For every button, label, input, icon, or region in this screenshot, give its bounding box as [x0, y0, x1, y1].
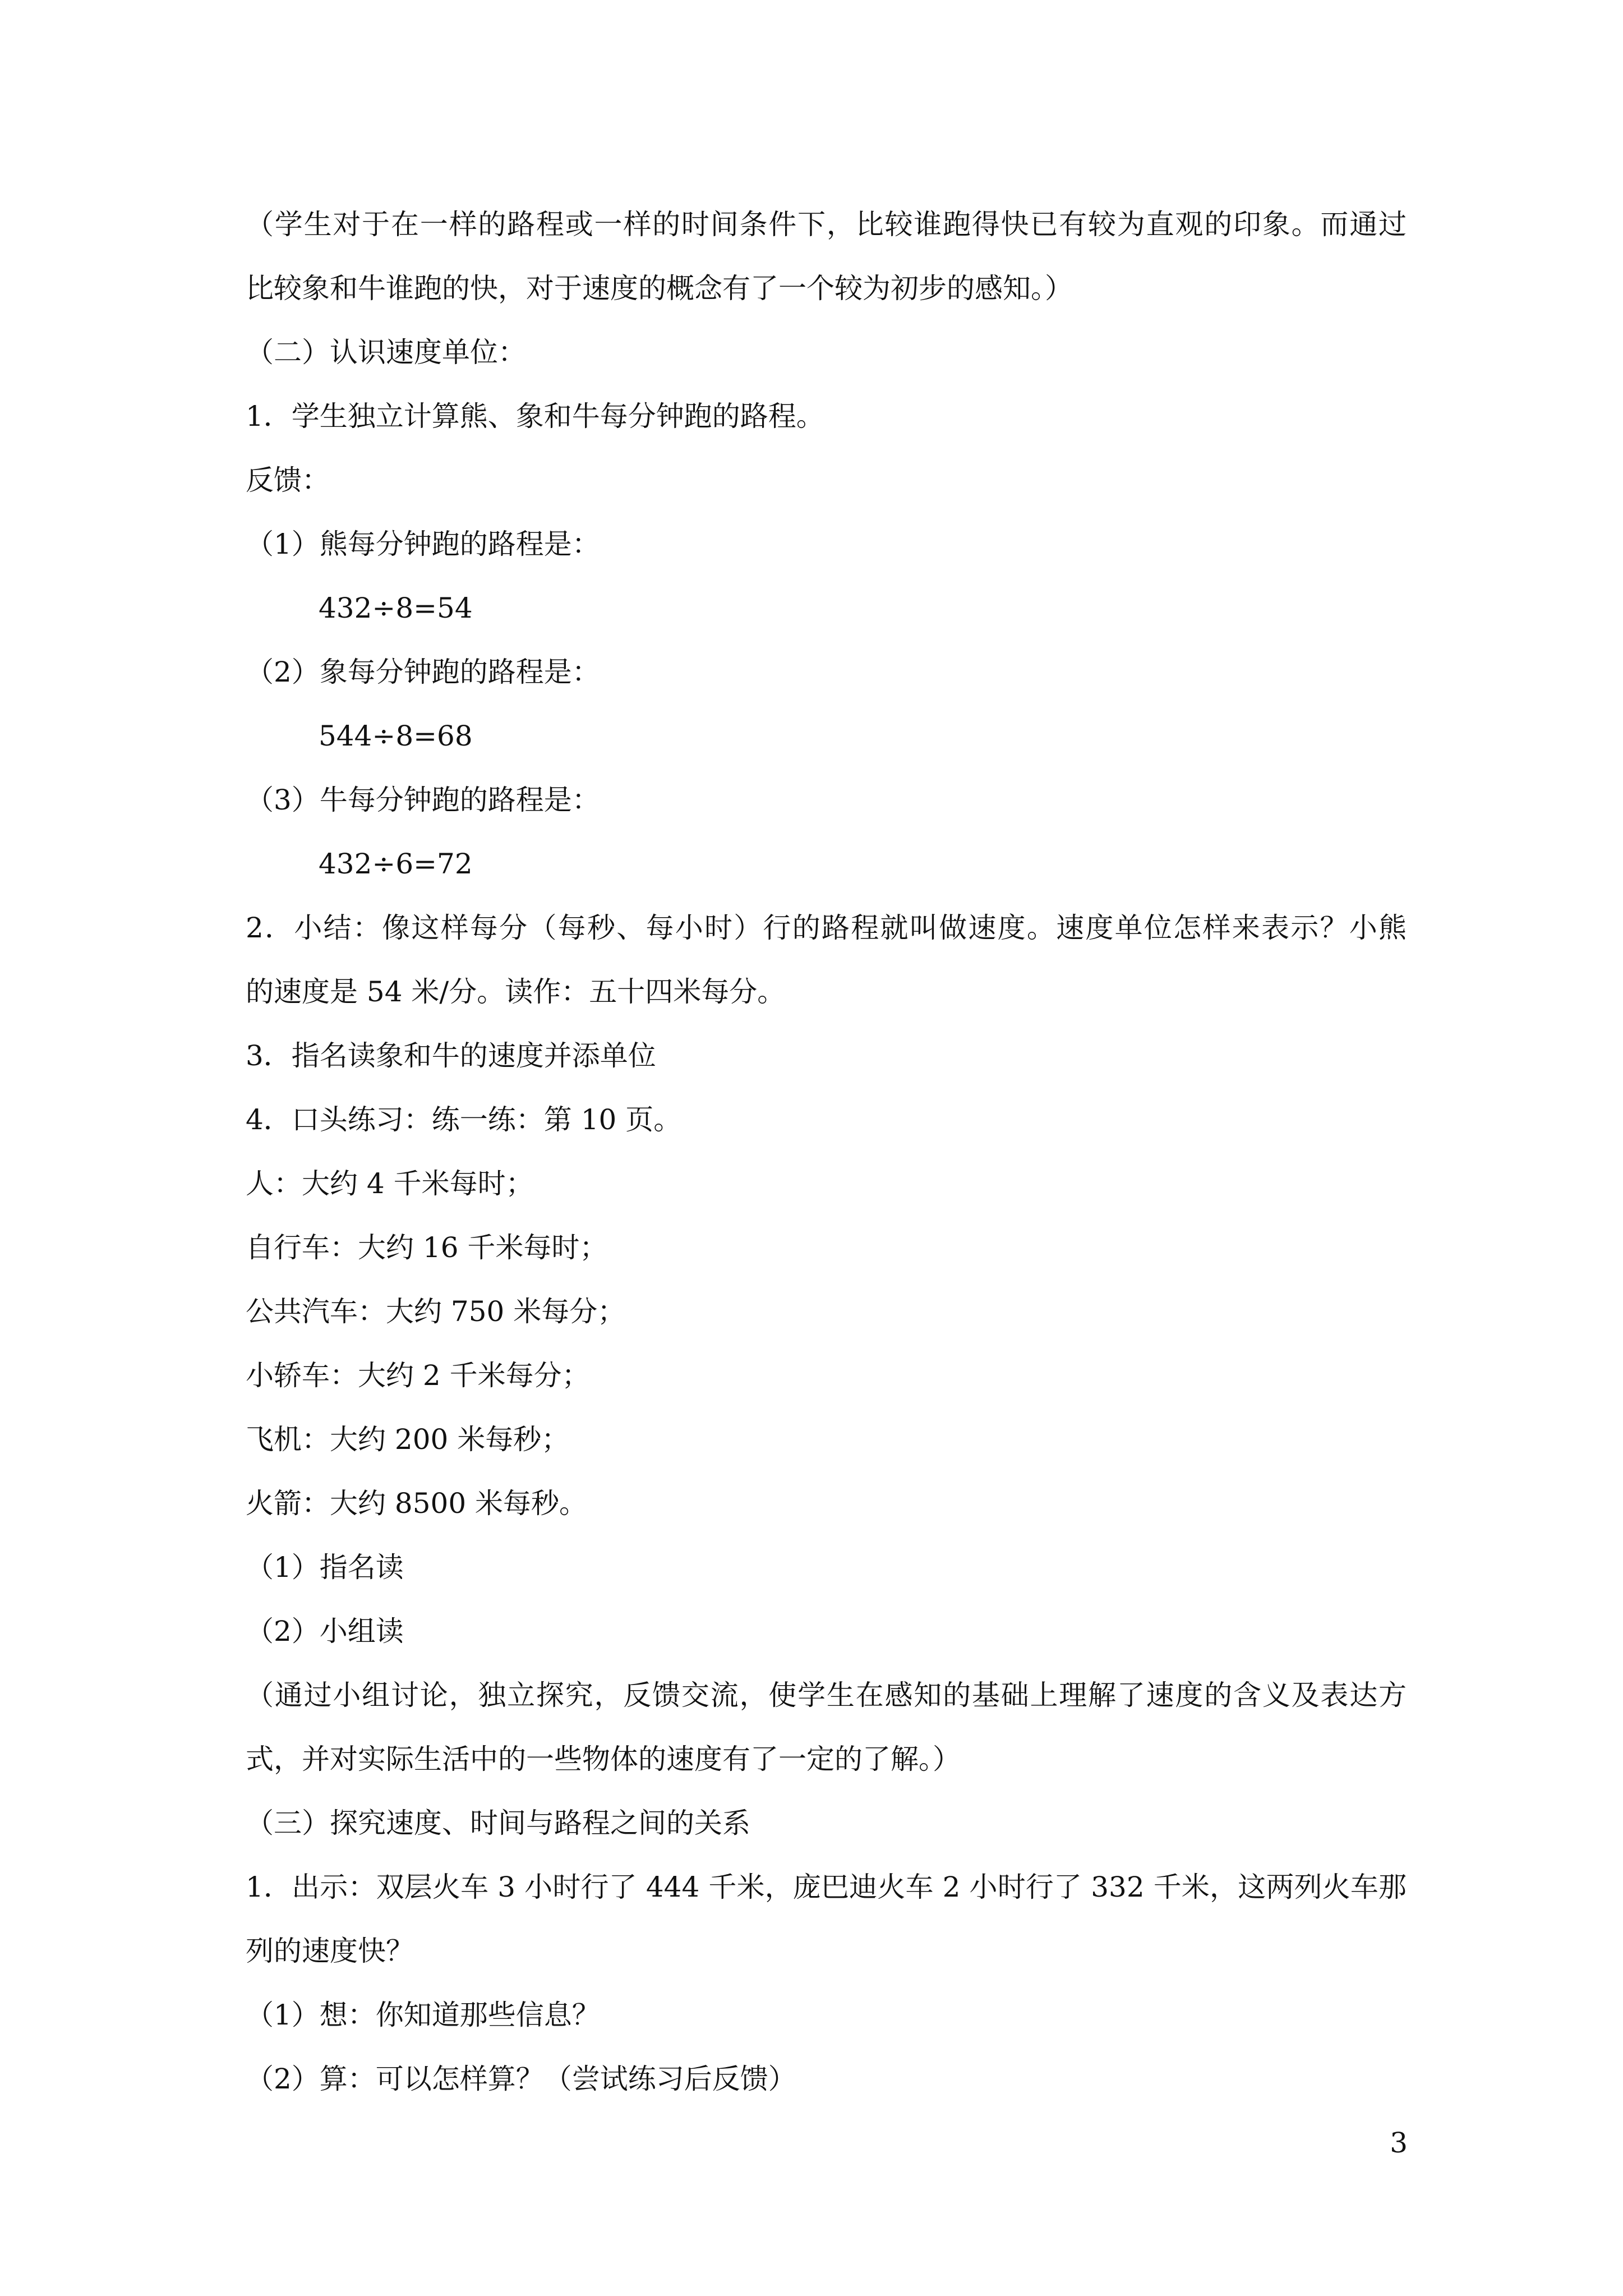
speed-example-line: 人：大约 4 千米每时； — [246, 1167, 534, 1200]
paragraph-line: 列的速度快？ — [246, 1935, 414, 1967]
page-number: 3 — [1390, 2127, 1408, 2159]
paragraph-line: （通过小组讨论，独立探究，反馈交流，使学生在感知的基础上理解了速度的含义及表达方 — [246, 1679, 1407, 1711]
paragraph-line: 反馈： — [246, 464, 330, 496]
list-item: （2）象每分钟跑的路程是： — [246, 656, 600, 688]
paragraph-line: 式，并对实际生活中的一些物体的速度有了一定的了解。） — [246, 1743, 961, 1775]
calculation-line: 432÷8=54 — [319, 592, 473, 624]
speed-example-line: 公共汽车：大约 750 米每分； — [246, 1295, 626, 1328]
paragraph-line: 的速度是 54 米/分。读作：五十四米每分。 — [246, 976, 786, 1008]
document-body — [246, 208, 1407, 2126]
list-item: （1）指名读 — [246, 1551, 404, 1584]
list-item: 3．指名读象和牛的速度并添单位 — [246, 1039, 656, 1072]
list-item: （1）想：你知道那些信息？ — [246, 1999, 600, 2031]
calculation-line: 432÷6=72 — [319, 848, 473, 880]
paragraph-line: 比较象和牛谁跑的快，对于速度的概念有了一个较为初步的感知。） — [246, 272, 1073, 305]
list-item: 1．出示：双层火车 3 小时行了 444 千米，庞巴迪火车 2 小时行了 332 千米，这两列火车那 — [246, 1871, 1407, 1903]
paragraph-line: 2．小结：像这样每分（每秒、每小时）行的路程就叫做速度。速度单位怎样来表示？小熊 — [246, 912, 1407, 944]
list-item: 1．学生独立计算熊、象和牛每分钟跑的路程。 — [246, 400, 824, 432]
speed-example-line: 飞机：大约 200 米每秒； — [246, 1423, 570, 1456]
paragraph-line: （学生对于在一样的路程或一样的时间条件下，比较谁跑得快已有较为直观的印象。而通过 — [246, 208, 1407, 241]
list-item: 4．口头练习：练一练：第 10 页。 — [246, 1103, 682, 1136]
section-heading: （三）探究速度、时间与路程之间的关系 — [246, 1807, 750, 1839]
section-heading: （二）认识速度单位： — [246, 336, 526, 369]
list-item: （3）牛每分钟跑的路程是： — [246, 784, 600, 816]
speed-example-line: 自行车：大约 16 千米每时； — [246, 1231, 608, 1264]
list-item: （2）算：可以怎样算？（尝试练习后反馈） — [246, 2063, 796, 2095]
list-item: （2）小组读 — [246, 1615, 404, 1648]
list-item: （1）熊每分钟跑的路程是： — [246, 528, 600, 560]
calculation-line: 544÷8=68 — [319, 720, 473, 752]
speed-example-line: 火箭：大约 8500 米每秒。 — [246, 1487, 588, 1520]
speed-example-line: 小轿车：大约 2 千米每分； — [246, 1359, 590, 1392]
